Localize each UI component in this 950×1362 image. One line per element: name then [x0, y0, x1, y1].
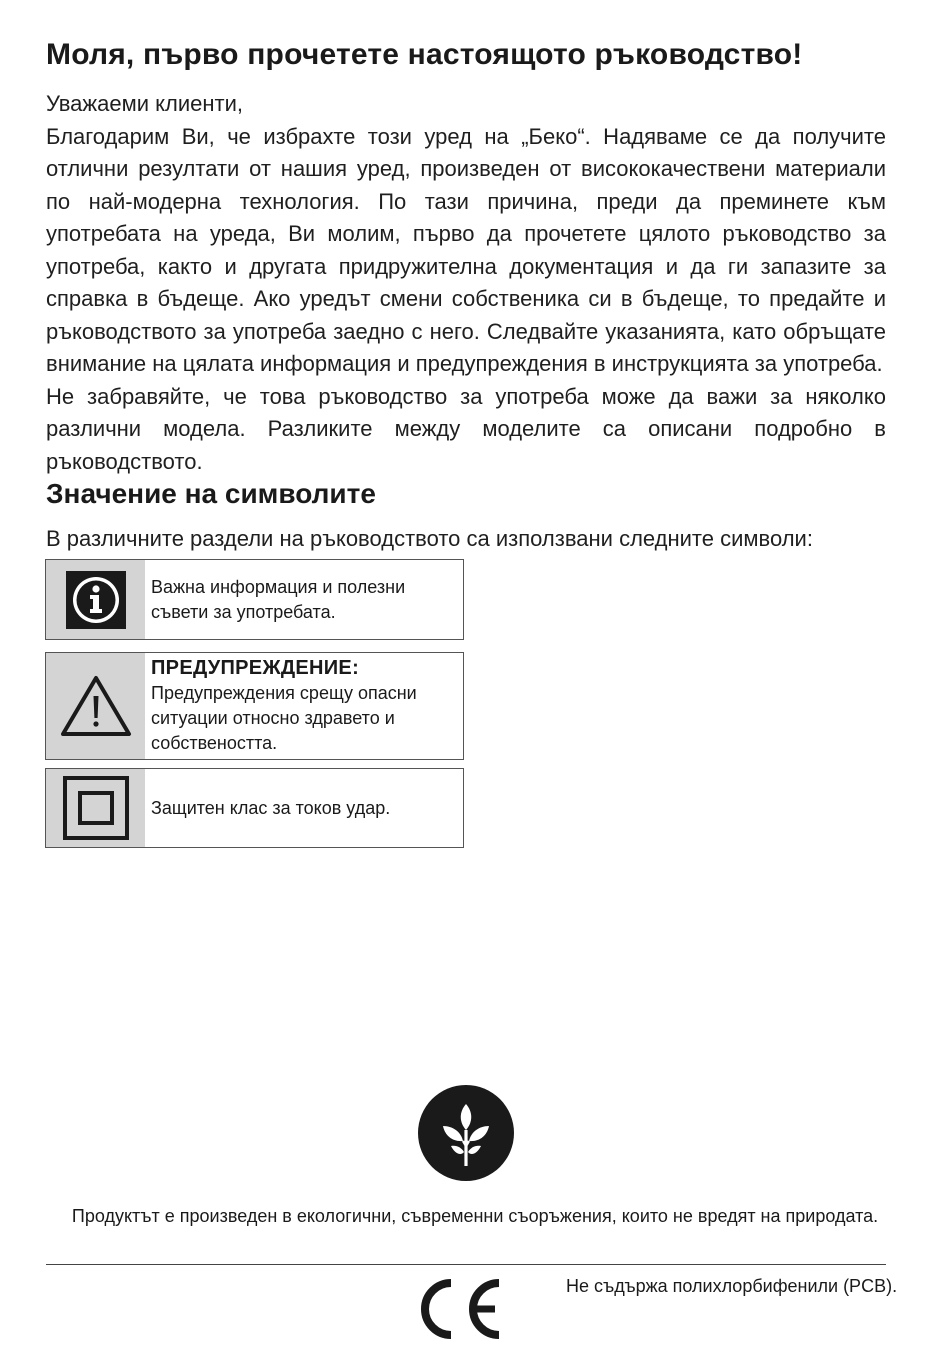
greeting: Уважаеми клиенти, [46, 91, 243, 116]
symbol-protection-text [145, 769, 398, 847]
pcb-statement: Не съдържа полихлорбифенили (PCB). [566, 1276, 898, 1296]
intro-text [46, 88, 886, 478]
warning-heading: ПРЕДУПРЕЖДЕНИЕ: [151, 657, 360, 679]
symbol-info-text [145, 560, 463, 639]
symbol-protection-description: Защитен клас за токов удар. [151, 797, 391, 818]
page-title: Моля, първо прочетете настоящото ръководство! [46, 38, 803, 71]
symbol-warning-text [145, 653, 463, 759]
eco-leaf-icon [417, 1084, 515, 1187]
intro-paragraph-1: Благодарим Ви, че избрахте този уред на „Беко“. Надяваме се да получите отлични резултати от нашия уред, произведен от висококачествени материали по най-модерна технология. По тази причина, преди да преминете към употребата на уреда, Ви молим, първо да прочетете цялото ръководство за употреба, както и другата придружителна документация и да ги запазите за справка в бъдеще. Ако уредът смени собственика си в бъдеще, то предайте и ръководството за употреба заедно с него. Следвайте указанията, като обръщате внимание на цялата информация и предупреждения в инструкцията за употреба. [46, 123, 886, 376]
warning-triangle-icon [46, 653, 145, 759]
protection-class-icon [46, 769, 145, 847]
section-intro: В различните раздели на ръководството са използвани следните символи: [46, 526, 813, 551]
ce-mark-icon [415, 1277, 505, 1346]
intro-paragraph-2: Не забравяйте, че това ръководство за употреба може да важи за няколко различни модела. Разликите между моделите са описани подробно в ръководството. [46, 383, 886, 474]
eco-statement: Продуктът е произведен в екологични, съвременни съоръжения, които не вредят на природата. [71, 1206, 879, 1226]
info-icon [46, 560, 145, 639]
symbol-warning-description: Предупреждения срещу опасни ситуации относно здравето и собствеността. [151, 683, 417, 753]
symbol-info-description: Важна информация и полезни съвети за употребата. [151, 576, 406, 622]
symbol-box-protection-class [45, 768, 464, 848]
symbol-box-info [45, 559, 464, 640]
footer-divider [46, 1264, 886, 1265]
section-title: Значение на символите [46, 478, 376, 509]
symbol-box-warning [45, 652, 464, 760]
